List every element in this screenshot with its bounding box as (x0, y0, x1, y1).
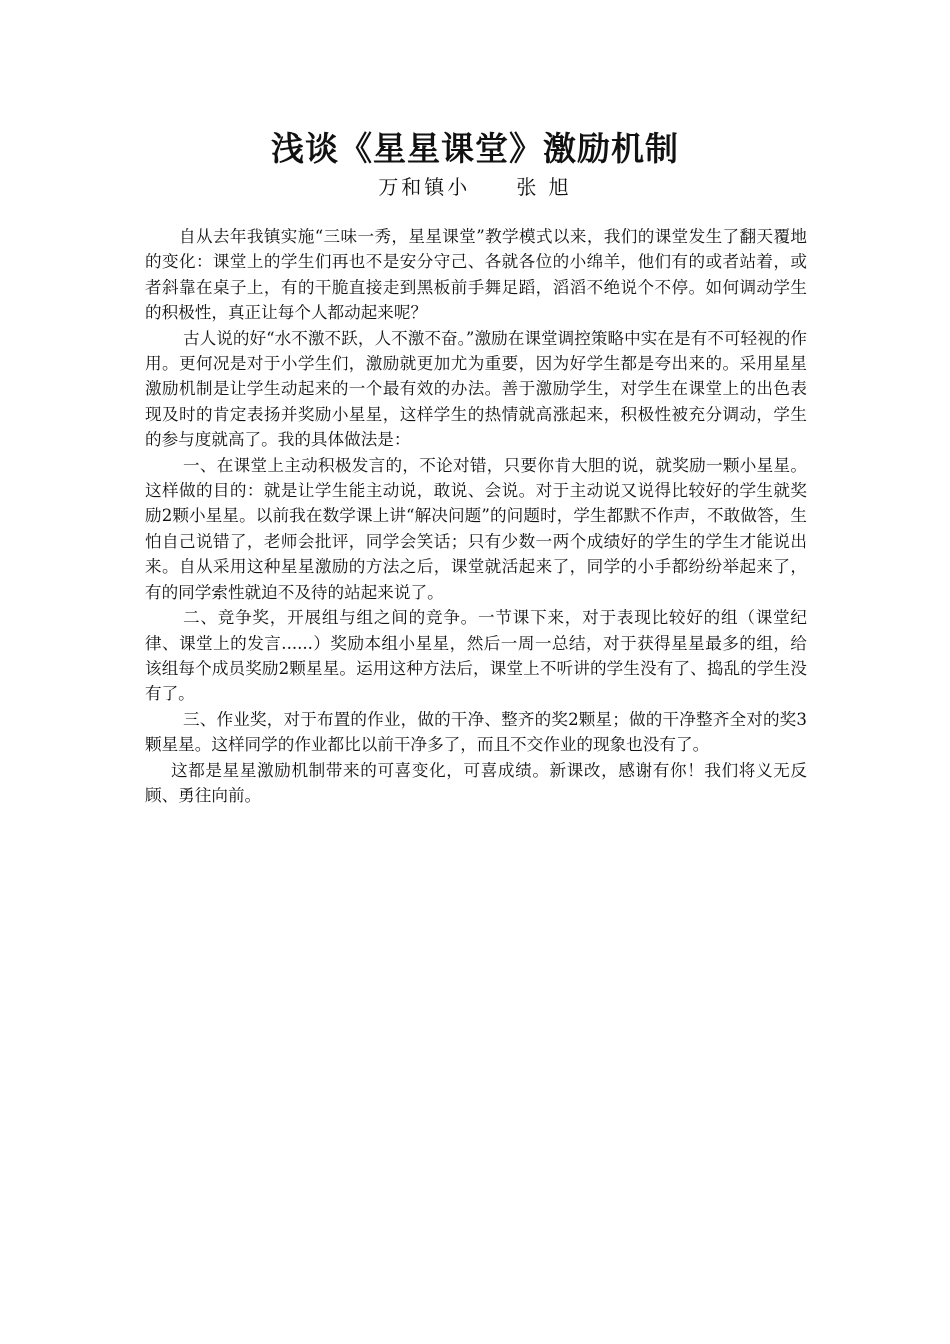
author-name: 张 旭 (516, 175, 572, 199)
paragraph-conclusion: 这都是星星激励机制带来的可喜变化，可喜成绩。新课改，感谢有你！我们将义无反顾、勇往向前。 (145, 760, 807, 805)
article-body (145, 224, 807, 808)
paragraph-method-three: 三、作业奖，对于布置的作业，做的干净、整齐的奖2颗星；做的干净整齐全对的奖3颗星星。这样同学的作业都比以前干净多了，而且不交作业的现象也没有了。 (145, 709, 807, 755)
paragraph-intro: 自从去年我镇实施“三味一秀，星星课堂”教学模式以来，我们的课堂发生了翻天覆地的变化：课堂上的学生们再也不是安分守己、各就各位的小绵羊，他们有的或者站着，或者斜靠在桌子上，有的干脆直接走到黑板前手舞足蹈，滔滔不绝说个不停。如何调动学生的积极性，真正让每个人都动起来呢？ (145, 227, 807, 323)
paragraph-method-two: 二、竞争奖，开展组与组之间的竞争。一节课下来，对于表现比较好的组（课堂纪律、课堂上的发言......）奖励本组小星星，然后一周一总结，对于获得星星最多的组，给该组每个成员奖励2颗星星。运用这种方法后，课堂上不听讲的学生没有了、捣乱的学生没有了。 (145, 608, 807, 704)
document-title: 浅谈《星星课堂》激励机制 (271, 129, 679, 168)
byline (0, 172, 950, 202)
school-name: 万和镇小 (378, 175, 471, 199)
paragraph-method-one: 一、在课堂上主动积极发言的，不论对错，只要你肯大胆的说，就奖励一颗小星星。这样做的目的：就是让学生能主动说，敢说、会说。对于主动说又说得比较好的学生就奖励2颗小星星。以前我在数学课上讲“解决问题”的问题时，学生都默不作声，不敢做答，生怕自己说错了，老师会批评，同学会笑话；只有少数一两个成绩好的学生的学生才能说出来。自从采用这种星星激励的方法之后，课堂就活起来了，同学的小手都纷纷举起来了，有的同学索性就迫不及待的站起来说了。 (145, 455, 807, 602)
paragraph-motivation: 古人说的好“水不激不跃，人不激不奋。”激励在课堂调控策略中实在是有不可轻视的作用。更何况是对于小学生们，激励就更加尤为重要，因为好学生都是夸出来的。采用星星激励机制是让学生动起来的一个最有效的办法。善于激励学生，对学生在课堂上的出色表现及时的肯定表扬并奖励小星星，这样学生的热情就高涨起来，积极性被充分调动，学生的参与度就高了。我的具体做法是： (145, 328, 807, 450)
